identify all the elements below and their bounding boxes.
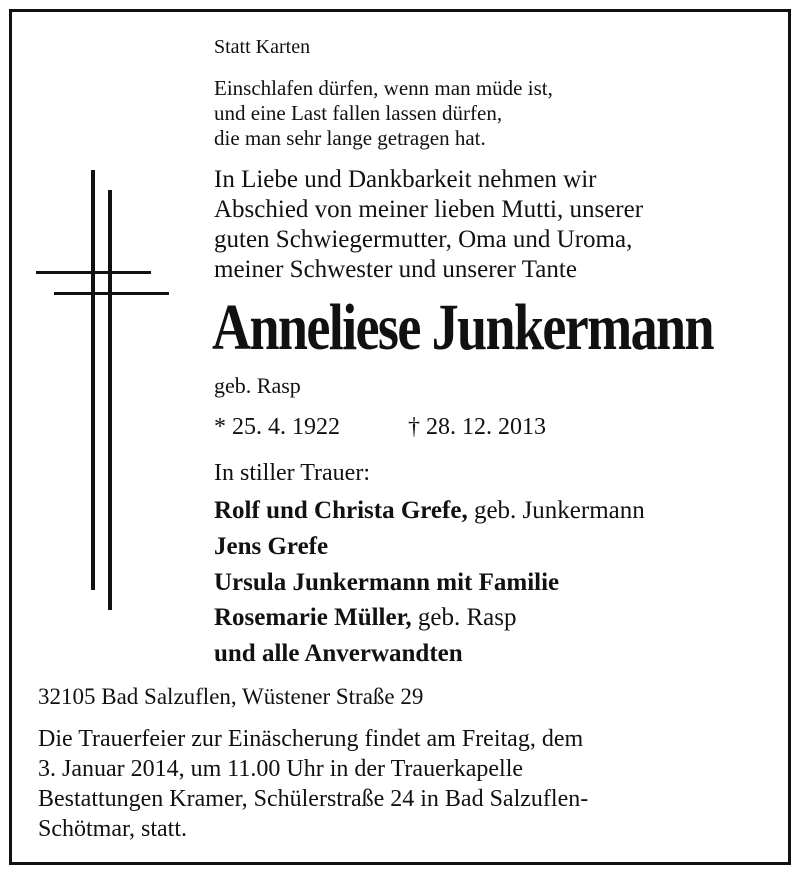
mourner-name: Jens Grefe [214, 533, 329, 560]
intro-line: Abschied von meiner lieben Mutti, unserer [214, 196, 644, 223]
verse-line: und eine Last fallen lassen dürfen, [214, 101, 503, 125]
maiden-name: geb. Rasp [214, 373, 301, 398]
intro-line: meiner Schwester und unserer Tante [214, 256, 577, 283]
verse-line: die man sehr lange getragen hat. [214, 126, 486, 150]
death-date: † 28. 12. 2013 [408, 414, 546, 440]
mourner-name: Ursula Junkermann mit Familie [214, 569, 560, 596]
mourner-name: und alle Anverwandten [214, 640, 463, 667]
mourner-line [214, 640, 463, 668]
mourner-line [214, 533, 328, 561]
deceased-name: Anneliese Junkermann [212, 291, 713, 364]
intro-line: In Liebe und Dankbarkeit nehmen wir [214, 166, 597, 193]
intro-line: guten Schwiegermutter, Oma und Uroma, [214, 226, 633, 253]
mourner-note: geb. Rasp [411, 604, 517, 631]
verse-line: Einschlafen dürfen, wenn man müde ist, [214, 76, 553, 100]
funeral-line: 3. Januar 2014, um 11.00 Uhr in der Trauerkapelle [38, 756, 524, 782]
mourner-line [214, 569, 559, 597]
funeral-line: Schötmar, statt. [38, 816, 188, 842]
mourner-note: geb. Junkermann [467, 497, 645, 524]
mourner-line [214, 497, 645, 525]
mourner-name: Rosemarie Müller, [214, 604, 412, 631]
mourner-name: Rolf und Christa Grefe, [214, 497, 468, 524]
address: 32105 Bad Salzuflen, Wüstener Straße 29 [38, 684, 424, 709]
funeral-line: Die Trauerfeier zur Einäscherung findet am Freitag, dem [38, 726, 584, 752]
statt-karten-label: Statt Karten [214, 36, 311, 58]
birth-date: * 25. 4. 1922 [214, 414, 340, 440]
mourner-line [214, 604, 517, 632]
mourners-heading: In stiller Trauer: [214, 460, 370, 486]
funeral-line: Bestattungen Kramer, Schülerstraße 24 in Bad Salzuflen- [38, 786, 589, 812]
